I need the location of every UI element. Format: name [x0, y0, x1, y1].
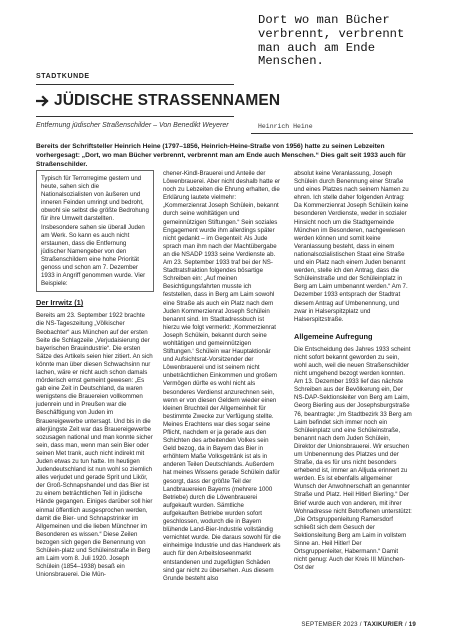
section-divider — [36, 84, 234, 85]
section-heading-aufregung: Allgemeine Aufregung — [294, 331, 373, 341]
pull-quote-author: Heinrich Heine — [258, 123, 313, 130]
article-title — [36, 90, 281, 112]
column-3 — [294, 170, 412, 572]
article-intro: Bereits der Schriftsteller Heinrich Heine (1797–1856, Heinrich-Heine-Straße von 1956) hatte zu seinen Lebzeiten vorhergesagt: „Dort, wo man Bücher verbrennt, verbrennt man am Ende auch Menschen.“ Dies galt seit 1933 auch für Straßenschilder. — [36, 143, 406, 168]
page-footer — [301, 621, 416, 628]
body-paragraph: chener-Kindl-Brauerei und Anteile der Löwenbrauerei. Aber nicht deshalb hatte er noch zu Lebzeiten die Ehrung erhalten, die Erklärung lautete vielmehr: „Kommerzienrat Joseph Schülein, bekannt durch seine wohltätigen und gemeinnützigen Stiftungen.“ Sein soziales Engagement wurde ihm allerdings später nicht gedankt – im Gegenteil: Als Jude sprach man ihm nach der Machtübergabe an die NSADP 1933 seine Verdienste ab. Am 23. September 1933 traf bei der NS-Stadtratsfraktion folgendes bösartige Schreiben ein: „Auf meinen Besichtigungsfahrten musste ich feststellen, dass in Berg am Laim sowohl eine Straße als auch ein Platz nach dem Juden Kommerzienrat Joseph Schülein benannt sind. Im Stadtadressbuch ist hierzu wie folgt vermerkt: ‚Kommerzienrat Joseph Schülein, bekannt durch seine wohltätigen und gemeinnützigen Stiftungen.‘ Schülein war Hauptaktionär und Aufsichtsrat-Vorsitzender der Löwenbrauerei und ist seinem nicht unbeträchtlichen Einkommen und großem Vermögen dürfte es wohl nicht als besonderes Verdienst anzurechnen sein, wenn er von diesen Geldern wieder einen kleinen Bruchteil der Allgemeinheit für bestimmte Zwecke zur Verfügung stellte. Meines Erachtens war dies sogar seine Pflicht, nachdem er ja gerade aus den Schichten des arbeitenden Volkes sein Geld bezog, da in Bayern das Bier in erhöhtem Maße Volksgetränk ist als in anderen Teilen Deutschlands. Außerdem hat meines Wissens gerade Schülein dafür gesorgt, dass der größte Teil der Landbrauereien Bayerns (mehrere 1000 Betriebe) durch die Löwenbrauerei aufgekauft wurden. Sämtliche aufgekauften Betriebe wurden sofort geschlossen, wodurch die in Bayern blühende Land-Bier-Industrie vollständig vernichtet wurde. Die daraus sowohl für die einheimige Industrie und das Handwerk als auch für den Arbeitsloseenmarkt entstandenen und zugefügten Schäden sind gar nicht zu übersehen. Aus diesem Grunde besteht also — [163, 170, 281, 582]
footer-publication: TAXIKURIER — [363, 621, 403, 628]
intro-box — [36, 170, 154, 292]
footer-separator: / — [357, 621, 364, 628]
footer-page-separator: / — [402, 621, 409, 628]
article-subtitle: Entfernung jüdischer Straßenschilder – Von Benedikt Weyerer — [36, 122, 229, 129]
body-paragraph: Typisch für Terrorregime gestern und heute, sahen sich die Nationalsozialisten von äußeren und inneren Feinden umringt und bedroht, obwohl sie selbst die größte Bedrohung für ihre Umwelt darstellten. Insbesondere sahen sie überall Juden am Werk. So kann es auch nicht erstaunen, dass die Entfernung jüdischer Namengeber von den Straßenschildern eine hohe Priorität genoss und schon am 7. Dezember 1933 in Angriff genommen wurde. Vier Beispiele: — [41, 175, 149, 288]
column-2 — [163, 170, 281, 583]
footer-date: SEPTEMBER 2023 — [301, 621, 358, 628]
quote-divider — [251, 133, 413, 134]
title-divider — [36, 116, 234, 117]
article-title-text: JÜDISCHE STRASSENNAMEN — [54, 92, 281, 109]
body-paragraph: absolut keine Veranlassung, Joseph Schülein durch Benennung einer Straße und eines Platzes nach seinem Namen zu ehren. Ich stelle daher folgenden Antrag: Da Kommerzienrat Joseph Schülein keine besonderen Verdienste, weder in sozialer Hinsicht noch um die Stadtgemeinde München im Besonderen, nachgewiesen werden können und somit keine Veranlassung besteht, dass in einem nationalsozialistischen Staat eine Straße und ein Platz nach einem Juden benannt werden, stelle ich den Antrag, dass die Schüleinstraße und der Schüleinplatz in Berg am Laim umbenannt werden.“ Am 7. Dezember 1933 entsprach der Stadtrat diesem Antrag auf Umbenennung, und zwar in Halserspitzplatz und Halserspitzstraße. — [294, 170, 409, 323]
section-label: STADTKUNDE — [36, 73, 90, 80]
article-body — [36, 170, 416, 610]
page-number: 19 — [408, 621, 416, 628]
pull-quote-text: Dort wo man Bücher verbrennt, verbrennt man auch am Ende Menschen. — [258, 13, 405, 69]
body-paragraph: Die Entscheidung des Jahres 1933 scheint nicht sofort bekannt geworden zu sein, wohl auch, weil die neuen Straßenschilder nicht umgehend bezogt werden konnten. Am 13. Dezember 1933 lief das nächste Schreiben aus der Bevölkerung ein, Der NS-DAP-Sektionsleiter von Berg am Laim, Georg Bierling aus der Josephsburgstraße 76, beantragte: „Im Stadtbezirk 33 Berg am Laim befindet sich immer noch ein Schüleinplatz und eine Schüleinstraße, benannt nach dem Juden Schülein, Direktor der Unionsbrauerei. Wir ersuchen um Unbenennung des Platzes und der Straße, da es für uns nicht besonders erhebend ist, immer an Alljuda erinnert zu werden. Es ist ebenfalls allgemeiner Wunsch der Anwohnerschaft an genannter Straße und Platz. Heil Hitler! Bierling.“ Der Brief wurde auch von anderen, mit ihrer Wohnadresse nicht Betroffenen unterstützt: „Die Ortsgruppenleitung Ramersdorf schließt sich dem Gesuch der Sektionsleitung Berg am Laim in vollstem Sinne an. Heil Hitler! Der Ortsgruppenleiter, Habermann.“ Damit nicht genug: Auch der Kreis III München-Ost der — [294, 345, 412, 572]
arrow-right-icon — [36, 94, 50, 108]
column-1 — [36, 170, 154, 579]
pull-quote — [251, 0, 413, 128]
section-heading-irrwitz: Der Irrwitz (1) — [36, 298, 84, 308]
body-paragraph: Bereits am 23. September 1922 brachte die NS-Tageszeitung „Völkischer Beobachter“ aus München auf der ersten Seite die Schlagzeile „Verjudaisierung der bayerischen Brauindustrie“. Die ersten Sätze des Artikels seien hier zitiert. An sich könnte man über diesen Schwachsinn nur lachen, wäre er nicht auch schon damals mörderisch ernst gemeint gewesen: „Es gab eine Zeit in Deutschland, da waren wenigstens die Brauereien vollkommen judenrein und in Preußen war die Beschäftigung von Juden im Brauereigewerbe untersagt. Und bis in die allerjüngste Zeit war das Brauereigewerbe sozusagen national und man konnte sicher sein, dass man, wenn man sein Bier oder seinen Met trank, auch nicht indirekt mit Juden etwas zu tun hatte. Im heutigen Judendeutschland ist nun wohl so ziemlich alles verjudet und gerade Sprit und Likör, der Groß-Schnapshandel und das Bier ist zu einem beträchtlichen Teil in jüdische Hände gegangen. Einiges darüber soll hier einmal öffentlich ausgesprochen werden, damit die Bier- und Schnapstrinker im Allgemeinen und die lieben Münchner im Besonderen es wissen.“ Diese Zeilen bezogen sich gegen die Benennung von Schülein-platz und Schüleinstraße in Berg am Laim vom 8. Juli 1920. Joseph Schülein (1854–1938) besaß ein Unionsbrauerei. Die Mün- — [36, 312, 153, 579]
